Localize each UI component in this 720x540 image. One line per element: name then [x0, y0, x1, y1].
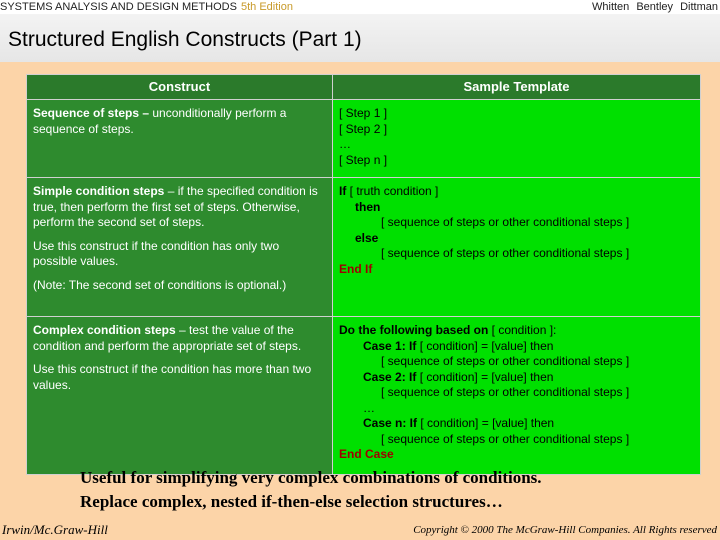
table-row: [27, 100, 701, 178]
template-line: …: [339, 137, 351, 151]
template-text: [ sequence of steps or other conditional steps ]: [381, 354, 630, 368]
keyword-end-if: End If: [339, 261, 373, 276]
title-bar: [0, 14, 720, 62]
keyword-then: then: [355, 199, 381, 214]
keyword-case: Case 1: If: [363, 338, 417, 353]
keyword-case: Case n: If: [363, 416, 418, 430]
construct-text: – test the value of the condition and perform the appropriate set of steps.: [33, 323, 302, 353]
authors: Whitten Bentley Dittman: [592, 1, 718, 13]
publisher-label: Irwin/Mc.Graw-Hill: [2, 522, 108, 537]
template-line: [339, 339, 694, 355]
template-line: [339, 370, 694, 386]
template-text: [ condition] = [value] then: [417, 416, 555, 430]
template-cell: [333, 178, 701, 317]
construct-description: [33, 184, 326, 231]
template-text: [ condition ]:: [488, 323, 557, 337]
construct-text: – if the specified condition is true, then perform the first set of steps. Otherwise, perform the second set of steps.: [33, 184, 318, 229]
template-line: [ Step 1 ]: [339, 106, 388, 120]
summary-line: Replace complex, nested if-then-else selection structures…: [80, 492, 503, 511]
header-construct: Construct: [27, 75, 333, 100]
template-text: [ condition] = [value] then: [416, 369, 554, 384]
construct-usage: Use this construct if the condition has only two possible values.: [33, 238, 280, 268]
template-cell: [333, 317, 701, 475]
template-line: [ sequence of steps or other conditional steps ]: [381, 215, 630, 229]
table-row: [27, 317, 701, 475]
template-line: [339, 385, 694, 401]
template-line: [ Step n ]: [339, 152, 388, 167]
copyright-label: Copyright © 2000 The McGraw-Hill Companies. All Rights reserved: [413, 524, 717, 536]
template-line: [339, 432, 694, 448]
template-text: [ sequence of steps or other conditional steps ]: [381, 431, 630, 446]
construct-note: (Note: The second set of conditions is optional.): [33, 277, 287, 292]
slide-title: Structured English Constructs (Part 1): [8, 28, 362, 51]
template-line: [339, 184, 694, 200]
template-line: [339, 323, 694, 339]
construct-name: Simple condition steps: [33, 184, 165, 198]
keyword-case: Case 2: If: [363, 369, 417, 384]
template-text: [ sequence of steps or other conditional steps ]: [381, 385, 630, 399]
template-line: [ Step 2 ]: [339, 121, 388, 136]
constructs-table: [26, 74, 701, 475]
construct-cell: [27, 317, 333, 475]
keyword-do: Do the following based on: [339, 323, 489, 337]
keyword-else: else: [355, 230, 379, 245]
header-bar: [0, 0, 720, 14]
summary-text: [80, 466, 542, 514]
construct-description: [33, 106, 326, 137]
template-cell: [333, 100, 701, 178]
edition-label: 5th Edition: [240, 1, 293, 13]
construct-name: Complex condition steps: [33, 323, 176, 337]
table-row: [27, 178, 701, 317]
construct-cell: [27, 100, 333, 178]
template-line: [339, 354, 694, 370]
template-line: [339, 416, 694, 432]
keyword-end-case: End Case: [339, 447, 394, 461]
table-header-row: [27, 75, 701, 100]
construct-name: Sequence of steps –: [33, 106, 150, 120]
book-title: SYSTEMS ANALYSIS AND DESIGN METHODS: [0, 1, 237, 13]
header-sample-template: Sample Template: [333, 75, 701, 100]
template-line: …: [363, 400, 375, 415]
construct-description: [33, 323, 326, 354]
keyword-if: If: [339, 184, 347, 198]
summary-line: Useful for simplifying very complex combinations of conditions.: [80, 468, 542, 487]
construct-usage: Use this construct if the condition has more than two values.: [33, 362, 312, 392]
template-text: [ truth condition ]: [346, 184, 439, 198]
template-text: [ condition] = [value] then: [416, 338, 554, 353]
book-title-line: [0, 0, 293, 14]
template-line: [ sequence of steps or other conditional steps ]: [381, 246, 630, 260]
construct-text: unconditionally perform a sequence of steps.: [33, 106, 287, 136]
construct-cell: [27, 178, 333, 317]
